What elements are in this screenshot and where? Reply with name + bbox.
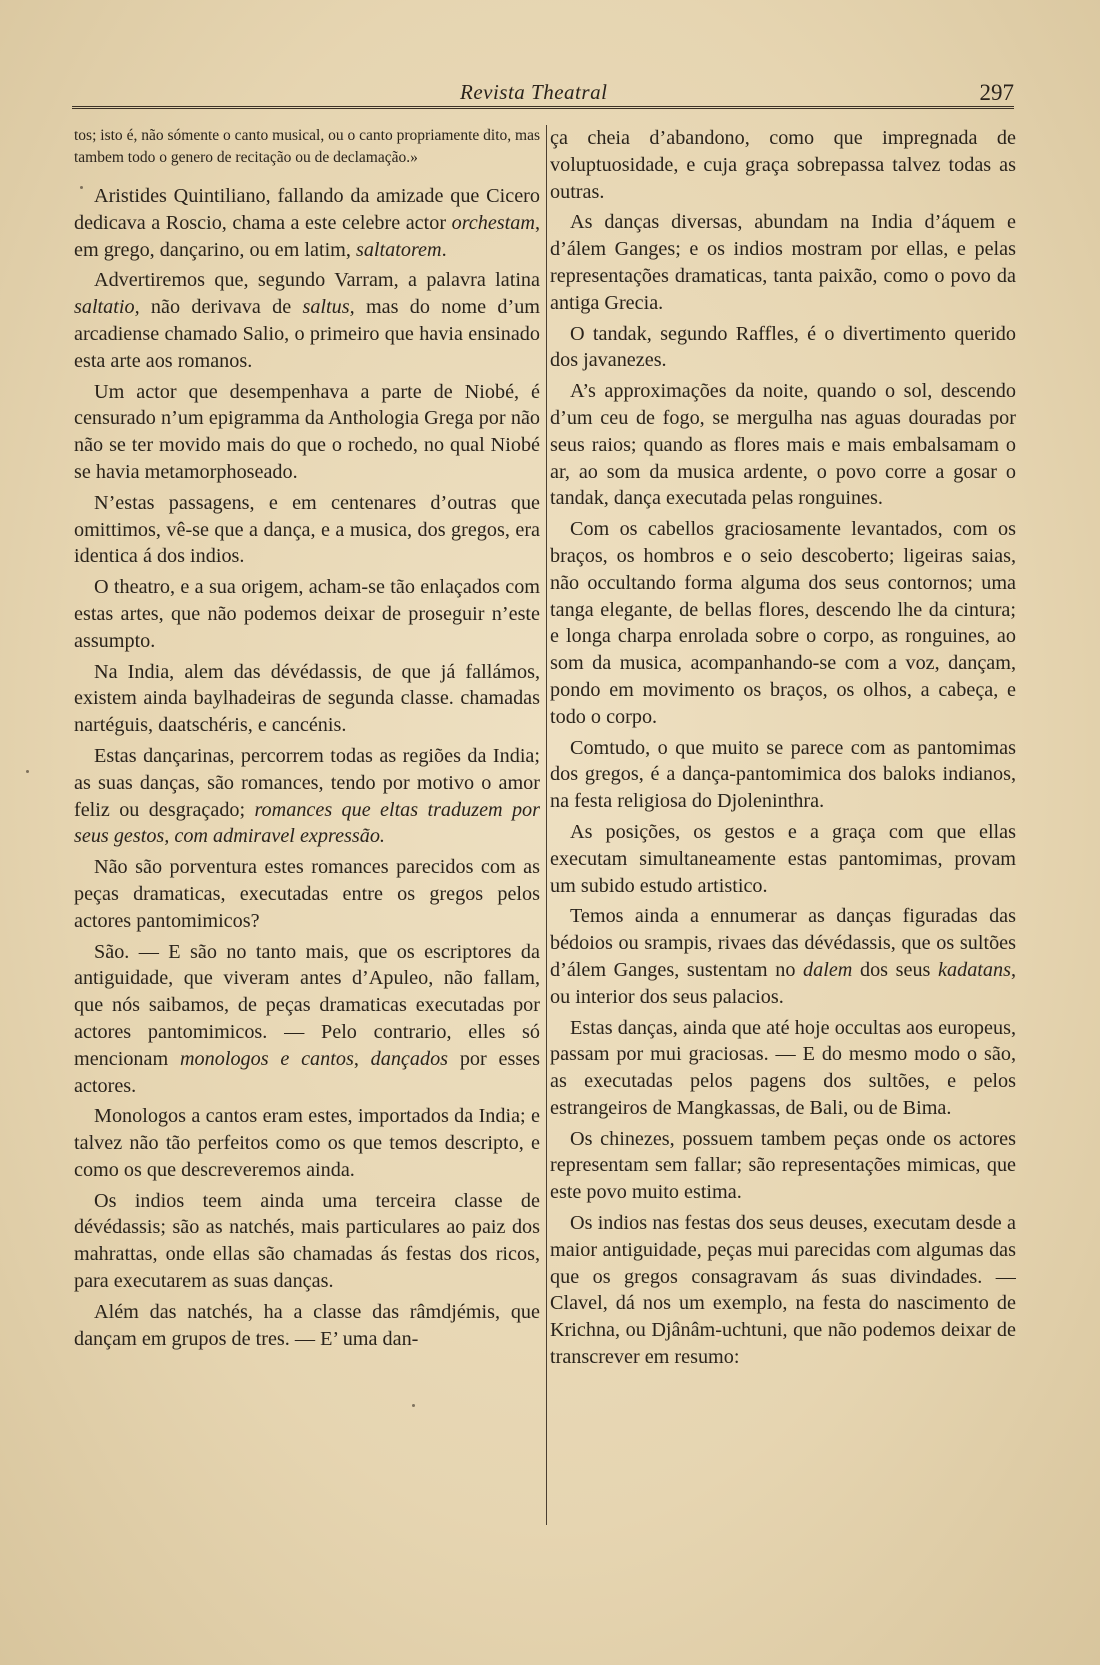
italic-term: saltatio, xyxy=(74,296,140,319)
paragraph xyxy=(550,516,1016,730)
paragraph xyxy=(74,490,540,570)
paragraph xyxy=(550,209,1016,316)
text-run: Aristides Quintiliano, fallando da amizade que Cicero dedicava a Roscio, chama a este celebre actor xyxy=(74,185,540,234)
paper-speck xyxy=(26,770,29,773)
text-run: tos; isto é, não sómente o canto musical, ou o canto propriamente dito, mas tambem todo o genero de recitação ou de declamação.» xyxy=(74,127,540,166)
text-run: , em grego, dançarino, ou em latim, xyxy=(74,211,540,261)
text-run: O tandak, segundo Raffles, é o divertimento querido dos javanezes. xyxy=(550,322,1016,372)
italic-term: saltatorem xyxy=(355,238,442,261)
text-run: Um actor que desempenhava a parte de Niobé, é censurado n’um epigramma da Anthologia Grega por não não se ter movido mais do que o rochedo, no qual Niobé se havia metamorphoseado. xyxy=(74,380,540,483)
text-run: Além das natchés, ha a classe das râmdjémis, que dançam em grupos de tres. — E’ uma dan- xyxy=(74,1300,540,1350)
text-run: N’estas passagens, e em centenares d’outras que omittimos, vê-se que a dança, e a musica, dos gregos, era identica á dos indios. xyxy=(74,491,540,568)
paragraph xyxy=(550,321,1016,375)
text-run: . xyxy=(441,238,447,261)
text-run: Os chinezes, possuem tambem peças onde os actores representam sem fallar; são representações mimicas, que este povo muito estima. xyxy=(550,1127,1016,1204)
paragraph xyxy=(74,183,540,263)
paragraph xyxy=(74,1188,540,1295)
header-rule xyxy=(72,106,1014,109)
paragraph xyxy=(74,854,540,934)
paragraph xyxy=(550,819,1016,899)
text-run: Os indios nas festas dos seus deuses, executam desde a maior antiguidade, peças mui parecidas com algumas das que os gregos consagravam ás suas divindades. — Clavel, dá nos um exemplo, na festa do nascimento de Krichna, ou Djânâm-uchtuni, que não podemos deixar de transcrever em resumo: xyxy=(550,1212,1016,1369)
italic-term: saltus, xyxy=(302,296,355,319)
paragraph xyxy=(74,125,540,169)
paragraph xyxy=(550,125,1016,205)
text-run: As posições, os gestos e a graça com que ellas executam simultaneamente estas pantomimas, provam um subido estudo artistico. xyxy=(550,820,1016,897)
text-run: Estas danças, ainda que até hoje occultas aos europeus, passam por mui graciosas. — E do mesmo modo o são, as executadas pelos pagens dos sultões, e pelos estrangeiros de Mangkassas, de Bali, ou de Bima. xyxy=(550,1016,1016,1119)
text-run: mas do nome d’um arcadiense chamado Salio, o primeiro que havia ensinado esta arte aos romanos. xyxy=(74,296,540,372)
text-run: Com os cabellos graciosamente levantados, com os braços, os hombros e o seio descoberto; ligeiras saias, não occultando forma alguma dos seus contornos; uma tanga elegante, de bellas flores, descendo lhe da cintura; e longa charpa enrolada sobre o corpo, as ronguines, ao som da musica, acompanhando-se com a voz, dançam, pondo em movimento os braços, os olhos, a cabeça, e todo o corpo. xyxy=(550,518,1016,728)
paragraph xyxy=(550,1015,1016,1122)
column-divider xyxy=(546,125,547,1525)
left-column xyxy=(74,125,540,1605)
paragraph xyxy=(74,1103,540,1183)
paragraph xyxy=(74,267,540,374)
italic-term: kadatans xyxy=(938,958,1011,981)
text-run: Comtudo, o que muito se parece com as pantomimas dos gregos, é a dança-pantomimica dos baloks indianos, na festa religiosa do Djoleninthra. xyxy=(550,736,1016,813)
paragraph xyxy=(550,735,1016,815)
text-run: Os indios teem ainda uma terceira classe de dévédassis; são as natchés, mais particulares ao paiz dos mahrattas, onde ellas são chamadas ás festas dos ricos, para executarem as suas danças. xyxy=(74,1189,540,1293)
text-run: As danças diversas, abundam na India d’áquem e d’álem Ganges; e os indios mostram por ellas, e pelas representações dramaticas, tanta paixão, como o povo da antiga Grecia. xyxy=(550,211,1016,314)
italic-term: dançados xyxy=(370,1047,449,1070)
paragraph xyxy=(74,743,540,850)
text-run: ça cheia d’abandono, como que impregnada de voluptuosidade, e cuja graça sobrepassa talvez todas as outras. xyxy=(550,127,1016,203)
text-run: não derivava de xyxy=(139,296,303,319)
paragraph xyxy=(74,1299,540,1353)
running-title: Revista Theatral xyxy=(460,80,608,104)
page-number: 297 xyxy=(979,80,1014,105)
paper-speck xyxy=(412,1404,415,1407)
text-run: dos seus xyxy=(852,958,939,981)
text-run: A’s approximações da noite, quando o sol, descendo d’um ceu de fogo, se mergulha nas aguas douradas por seus raios; quando as flores mais e mais embalsamam o ar, ao som da musica ardente, o povo corre a gosar o tandak, dança executada pelas ronguines. xyxy=(550,380,1016,510)
italic-term: romances que eltas traduzem por seus gestos, com admiravel expressão. xyxy=(74,798,540,848)
text-run: Temos ainda a ennumerar as danças figuradas das bédoios ou srampis, rivaes das dévédassis, que os sultões d’álem Ganges, sustentam no xyxy=(550,905,1016,981)
italic-term: dalem xyxy=(803,958,853,981)
paragraph xyxy=(74,939,540,1100)
text-run: por esses actores. xyxy=(74,1047,540,1097)
paragraph xyxy=(550,1210,1016,1371)
text-run: O theatro, e a sua origem, acham-se tão enlaçados com estas artes, que não podemos deixar de proseguir n’este assumpto. xyxy=(74,576,540,652)
paragraph xyxy=(550,378,1016,512)
paragraph xyxy=(550,1126,1016,1206)
text-run: , xyxy=(353,1047,371,1070)
text-run: São. — E são no tanto mais, que os escriptores da antiguidade, que viveram antes d’Apuleo, não fallam, que nós saibamos, de peças dramaticas executadas por actores pantomimicos. — Pelo contrario, elles só mencionam xyxy=(74,940,540,1070)
italic-term: orchestam xyxy=(451,211,535,234)
paragraph xyxy=(550,903,1016,1010)
paragraph xyxy=(74,659,540,739)
italic-term: monologos e cantos xyxy=(179,1047,354,1070)
text-run: Estas dançarinas, percorrem todas as regiões da India; as suas danças, são romances, tendo por motivo o amor feliz ou desgraçado; xyxy=(74,744,540,821)
text-run: Advertiremos que, segundo Varram, a palavra latina xyxy=(94,269,540,292)
text-run: , ou interior dos seus palacios. xyxy=(550,958,1016,1008)
right-column xyxy=(550,125,1016,1605)
paper-speck xyxy=(80,186,83,189)
text-run: Não são porventura estes romances parecidos com as peças dramaticas, executadas entre os gregos pelos actores pantomimicos? xyxy=(74,856,540,932)
paragraph xyxy=(74,574,540,654)
paragraph xyxy=(74,379,540,486)
text-run: Na India, alem das dévédassis, de que já fallámos, existem ainda baylhadeiras de segunda classe. chamadas nartéguis, daatschéris, e cancénis. xyxy=(74,660,540,737)
text-run: Monologos a cantos eram estes, importados da India; e talvez não tão perfeitos como os que temos descripto, e como os que descreveremos ainda. xyxy=(74,1105,540,1181)
